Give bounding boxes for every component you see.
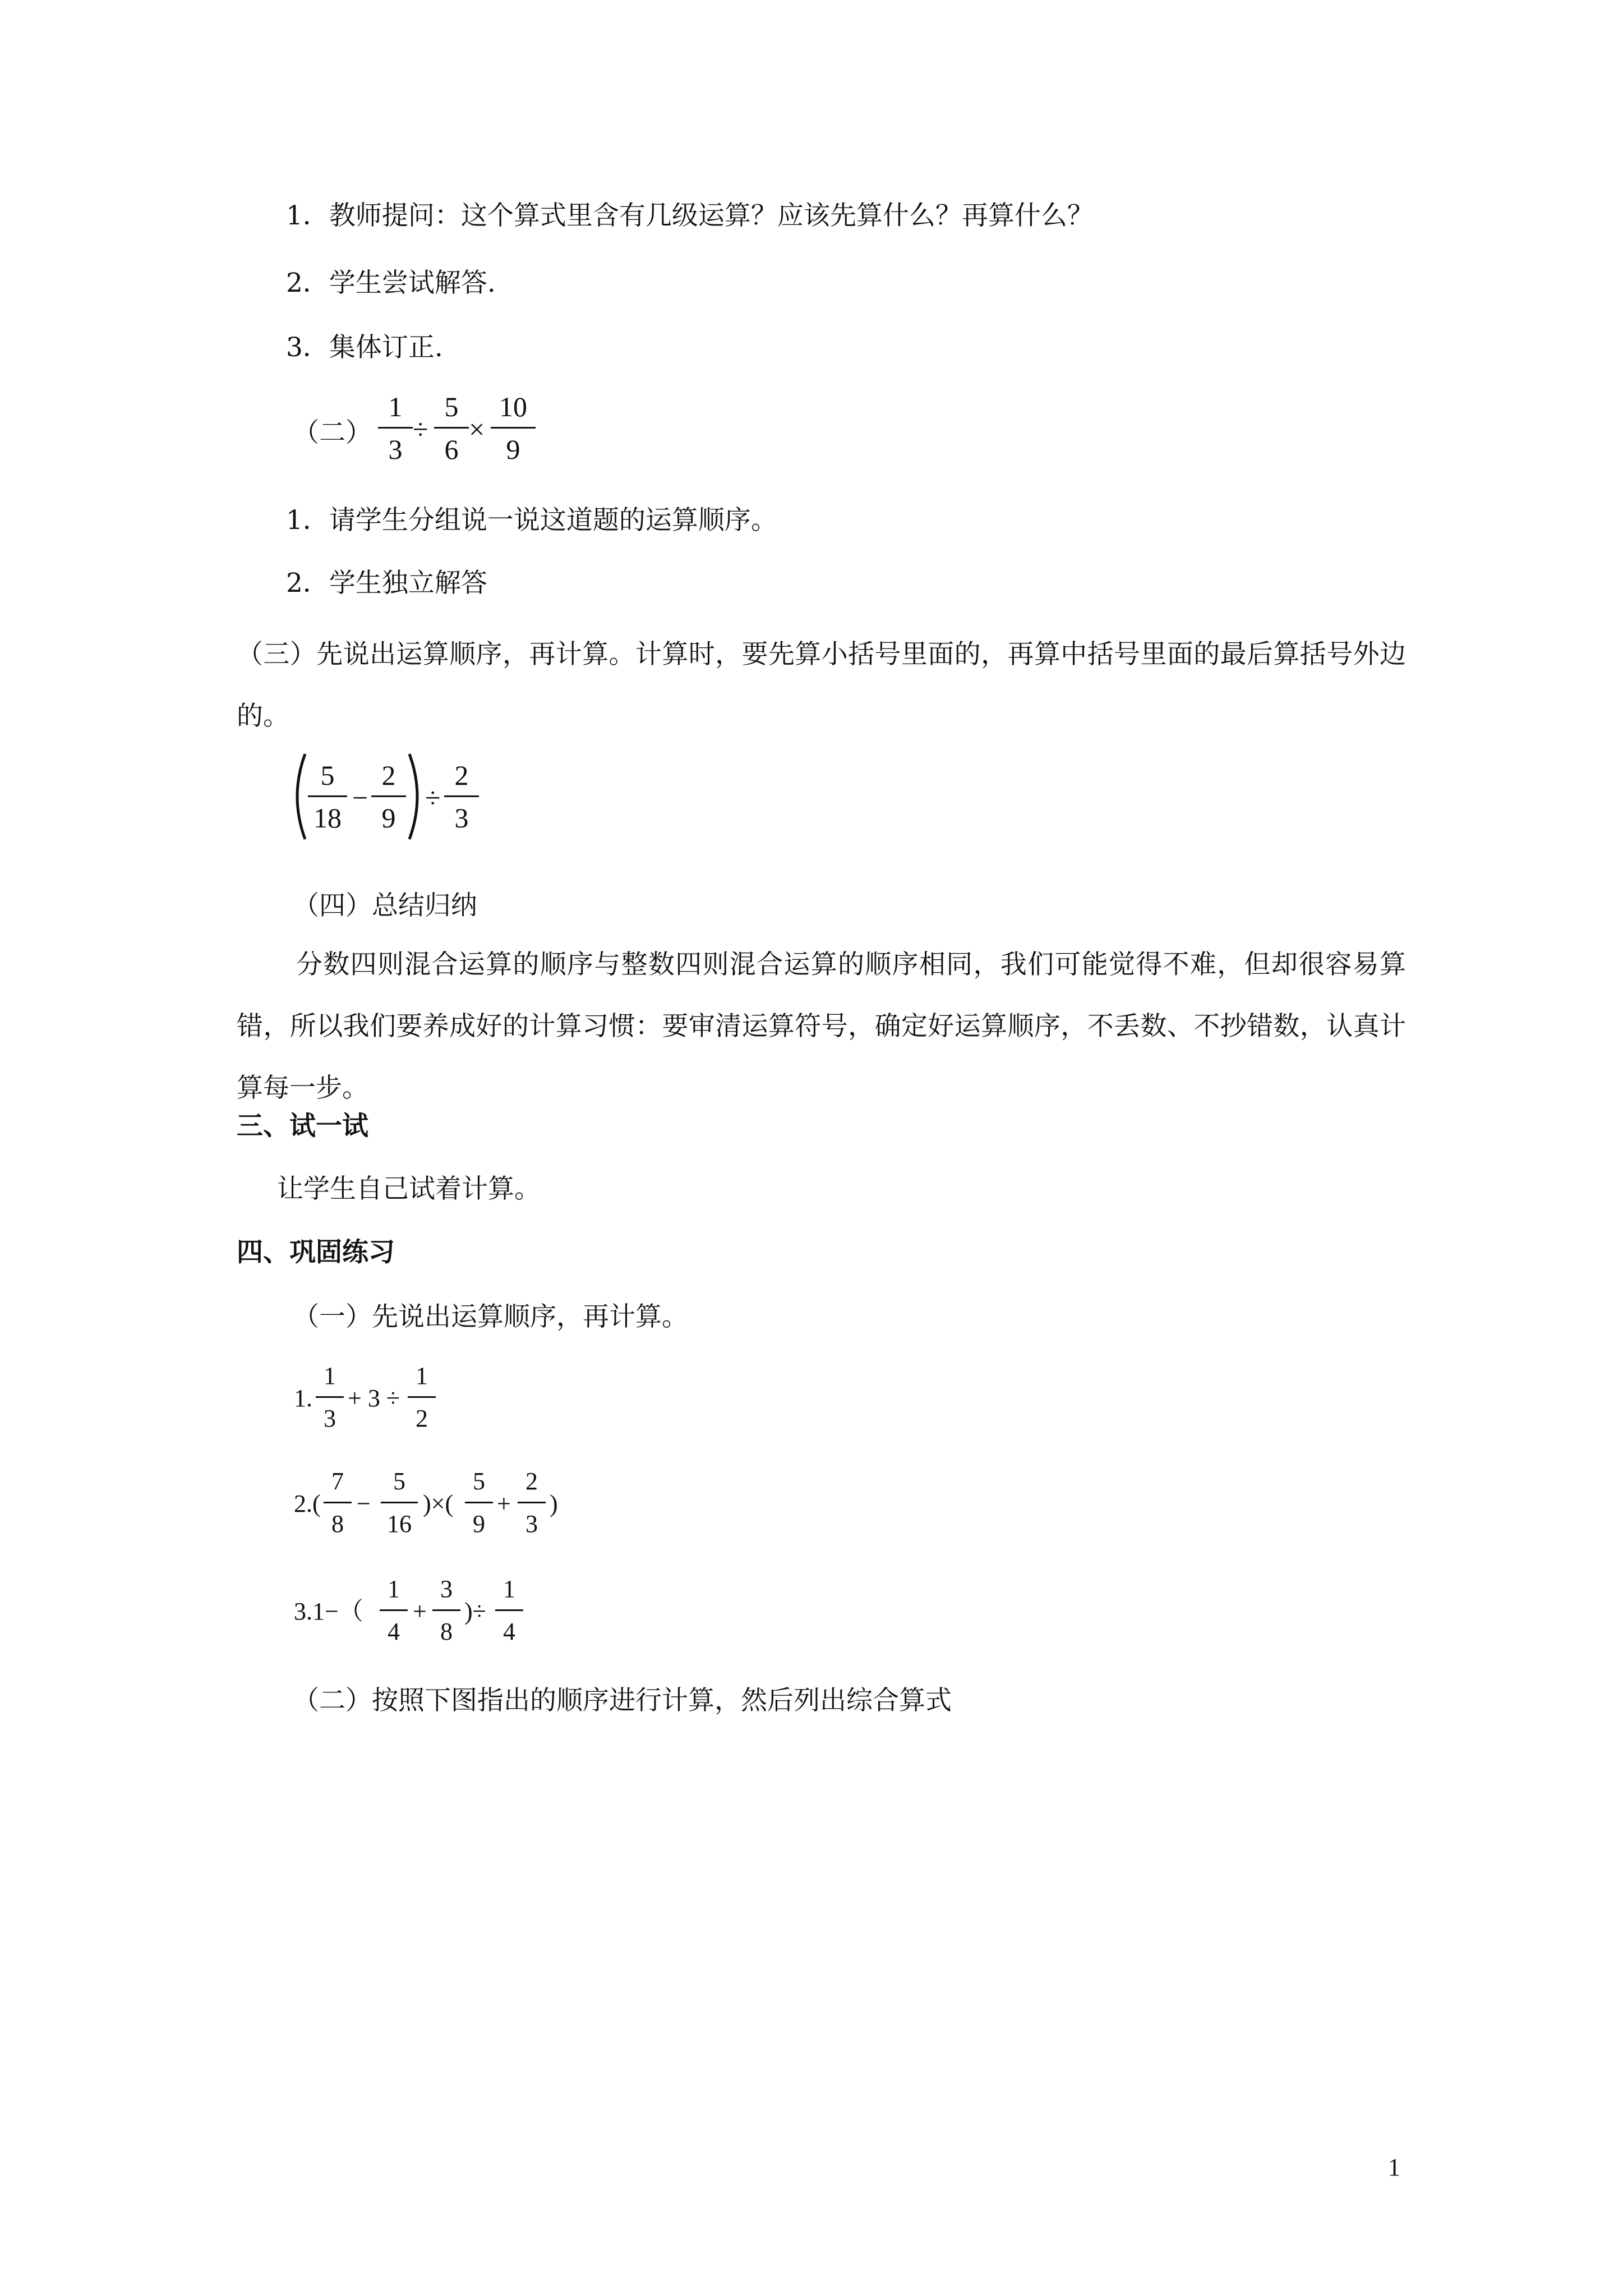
denominator: 18 [313,802,342,834]
numerator: 1 [388,1575,400,1603]
math-expression [376,391,555,475]
denominator: 8 [440,1618,453,1645]
numerator: 2 [454,760,469,791]
numerator: 5 [473,1467,485,1495]
denominator: 4 [503,1618,515,1645]
right-paren [405,752,427,841]
operator: − [357,1490,371,1517]
numerator: 1 [503,1575,515,1603]
operator: × [469,413,485,445]
denominator: 16 [387,1510,412,1538]
exercise-label: 1. [294,1384,312,1412]
operator: − [352,782,368,813]
math-expression [294,1466,585,1550]
numerator: 2 [525,1467,538,1495]
numerator: 10 [499,391,527,422]
denominator: 4 [388,1618,400,1645]
denominator: 2 [416,1405,428,1432]
denominator: 3 [388,434,403,465]
numerator: 5 [320,760,335,791]
text-line: 让学生自己试着计算。 [277,1174,541,1204]
numerator: 5 [393,1467,405,1495]
operator: + [413,1598,427,1625]
operator: )×( [423,1490,454,1517]
numerator: 1 [416,1362,428,1389]
math-expression [287,752,478,847]
text-line: 1．请学生分组说一说这道题的运算顺序。 [286,505,777,536]
text-line: 2．学生尝试解答. [286,268,496,298]
math-expression [294,1360,462,1444]
numerator: 2 [381,760,396,791]
text-line: 1．教师提问：这个算式里含有几级运算？应该先算什么？再算什么？ [286,200,1094,231]
denominator: 3 [525,1510,538,1538]
section-heading: 三、试一试 [237,1111,368,1142]
paragraph: 分数四则混合运算的顺序与整数四则混合运算的顺序相同，我们可能觉得不难，但却很容易算错，所以我们要养成好的计算习惯：要审清运算符号，确定好运算顺序，不丢数、不抄错数，认真计算每一步。 [237,949,1406,1103]
text-line: 3．集体订正. [286,332,443,363]
operator: + [497,1490,511,1517]
text-line: （四）总结归纳 [293,890,477,921]
section-heading: 四、巩固练习 [237,1237,395,1268]
numerator: 3 [440,1575,453,1603]
operator: + 3 ÷ [348,1384,400,1412]
text-line: （一）先说出运算顺序，再计算。 [293,1301,688,1332]
denominator: 9 [473,1510,485,1538]
exercise-label: 3.1−（ [294,1598,363,1625]
denominator: 3 [324,1405,336,1432]
numerator: 1 [324,1362,336,1389]
denominator: 8 [331,1510,344,1538]
denominator: 9 [381,802,396,834]
operator: ÷ [413,413,428,445]
numerator: 7 [331,1467,344,1495]
operator: ) [550,1490,558,1517]
numerator: 1 [388,391,403,422]
operator: ÷ [425,782,441,813]
denominator: 9 [506,434,520,465]
text-line: （二）按照下图指出的顺序进行计算，然后列出综合算式 [293,1685,952,1716]
paragraph: （三）先说出运算顺序，再计算。计算时，要先算小括号里面的，再算中括号里面的最后算括号外边的。 [237,639,1406,731]
numerator: 5 [444,391,459,422]
math-expression [294,1573,529,1658]
page-number: 1 [1388,2154,1400,2181]
section-label: （二） [293,417,372,448]
text-line: 2．学生独立解答 [286,568,487,599]
denominator: 6 [444,434,459,465]
exercise-label: 2.( [294,1490,321,1517]
operator: )÷ [464,1598,486,1625]
denominator: 3 [454,802,469,834]
